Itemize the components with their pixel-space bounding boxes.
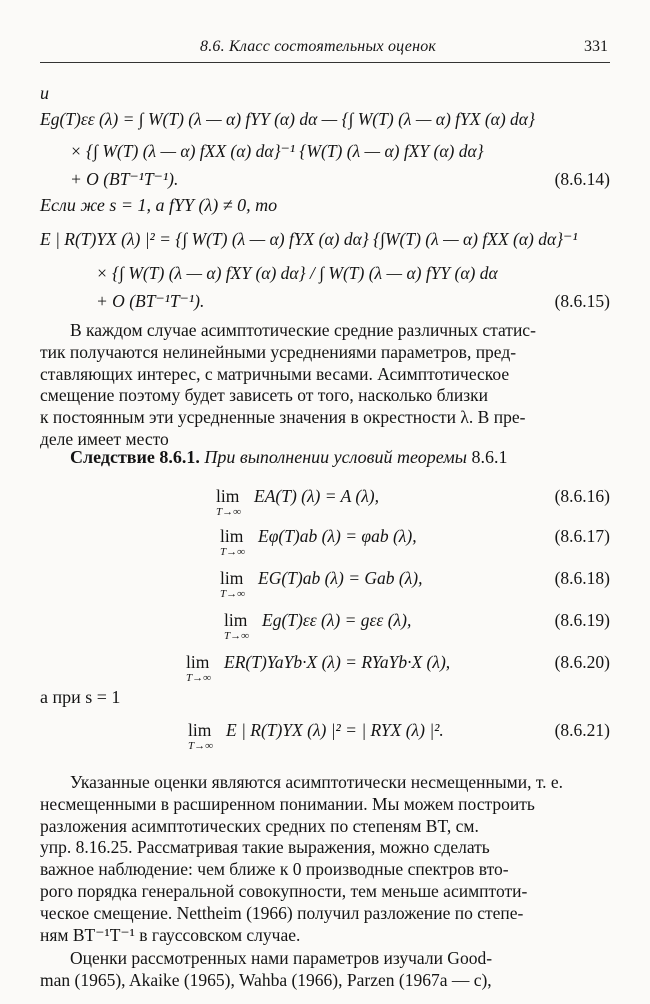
paragraph-2-line: ням BT⁻¹T⁻¹ в гауссовском случае. bbox=[40, 924, 301, 945]
eq-8-6-14-line-3: + O (BT⁻¹T⁻¹). bbox=[70, 169, 179, 189]
lim-subscript: T→∞ bbox=[224, 630, 249, 642]
lim-subscript: T→∞ bbox=[220, 546, 245, 558]
lim-word: lim bbox=[188, 720, 212, 740]
paragraph-2-line: Указанные оценки являются асимптотически несмещенными, т. е. bbox=[70, 772, 564, 792]
paragraph-3-line: man (1965), Akaike (1965), Wahba (1966), Parzen (1967a — c), bbox=[40, 969, 492, 990]
eq-8-6-15-line-2: × {∫ W(T) (λ — α) fXY (α) dα} / ∫ W(T) (λ — α) fYY (α) dα bbox=[96, 263, 498, 283]
eq-number-8-6-20: (8.6.20) bbox=[554, 652, 610, 672]
eq-number-8-6-16: (8.6.16) bbox=[554, 486, 610, 506]
eq-number-8-6-14: (8.6.14) bbox=[554, 169, 610, 189]
paragraph-1-line: В каждом случае асимптотические средние различных статис- bbox=[70, 320, 536, 340]
lim-expression: EA(T) (λ) = A (λ), bbox=[254, 486, 379, 506]
page-number: 331 bbox=[584, 38, 608, 55]
paragraph-1-line: смещение поэтому будет зависеть от того, насколько близки bbox=[40, 385, 489, 406]
eq-8-6-14-line-2: × {∫ W(T) (λ — α) fXX (α) dα}⁻¹ {W(T) (λ — α) fXY (α) dα} bbox=[70, 141, 484, 161]
intro-word: и bbox=[40, 83, 49, 103]
lim-subscript: T→∞ bbox=[220, 588, 245, 600]
running-header bbox=[40, 36, 610, 63]
lim-word: lim bbox=[224, 610, 248, 630]
eq-8-6-14-line-1: Eg(T)εε (λ) = ∫ W(T) (λ — α) fYY (α) dα — {∫ W(T) (λ — α) fYX (α) dα} bbox=[40, 109, 535, 129]
paragraph-1-line: тик получаются нелинейными усреднениями параметров, пред- bbox=[40, 341, 517, 362]
eq-number-8-6-15: (8.6.15) bbox=[554, 291, 610, 311]
lim-expression: E | R(T)YX (λ) |² = | RYX (λ) |². bbox=[226, 720, 444, 740]
paragraph-2-line: упр. 8.16.25. Рассматривая такие выражения, можно сделать bbox=[40, 837, 490, 858]
corollary-heading bbox=[70, 446, 507, 468]
eq-8-6-15-line-3: + O (BT⁻¹T⁻¹). bbox=[96, 291, 205, 311]
lim-expression: ER(T)YaYb·X (λ) = RYaYb·X (λ), bbox=[224, 652, 451, 672]
lim-word: lim bbox=[216, 486, 240, 506]
paragraph-1-line: к постоянным эти усредненные значения в окрестности λ. В пре- bbox=[40, 407, 526, 428]
paragraph-3-line: Оценки рассмотренных нами параметров изучали Good- bbox=[70, 948, 493, 968]
paragraph-1 bbox=[40, 320, 610, 451]
corollary-text: При выполнении условий теоремы bbox=[204, 447, 467, 467]
when-s-equals-1: а при s = 1 bbox=[40, 687, 121, 707]
paragraph-2-line: несмещенными в расширенном понимании. Мы можем построить bbox=[40, 793, 535, 814]
paragraph-2-line: ческое смещение. Nettheim (1966) получил разложение по степе- bbox=[40, 902, 524, 923]
corollary-label: Следствие 8.6.1. bbox=[70, 447, 200, 467]
running-title: 8.6. Класс состоятельных оценок bbox=[200, 38, 437, 55]
eq-8-6-15-line-1: E | R(T)YX (λ) |² = {∫ W(T) (λ — α) fYX (α) dα} {∫W(T) (λ — α) fXX (α) dα}⁻¹ bbox=[40, 229, 578, 249]
eq-number-8-6-18: (8.6.18) bbox=[554, 568, 610, 588]
lim-expression: Eg(T)εε (λ) = gεε (λ), bbox=[262, 610, 412, 630]
lim-subscript: T→∞ bbox=[186, 672, 211, 684]
lim-word: lim bbox=[220, 526, 244, 546]
eq-number-8-6-17: (8.6.17) bbox=[554, 526, 610, 546]
lim-expression: Eφ(T)ab (λ) = φab (λ), bbox=[258, 526, 417, 546]
condition-line: Если же s = 1, а fYY (λ) ≠ 0, то bbox=[40, 195, 278, 215]
paragraph-2-line: разложения асимптотических средних по степеням BT, см. bbox=[40, 815, 479, 836]
corollary-ref: 8.6.1 bbox=[471, 447, 508, 467]
lim-word: lim bbox=[220, 568, 244, 588]
paragraph-2-line: рого порядка генеральной совокупности, тем меньше асимптоти- bbox=[40, 880, 528, 901]
lim-expression: EG(T)ab (λ) = Gab (λ), bbox=[258, 568, 423, 588]
lim-subscript: T→∞ bbox=[188, 740, 213, 752]
eq-number-8-6-19: (8.6.19) bbox=[554, 610, 610, 630]
paragraph-3 bbox=[40, 948, 610, 992]
paragraph-1-line: ставляющих интерес, с матричными весами. Асимптотическое bbox=[40, 363, 510, 384]
lim-word: lim bbox=[186, 652, 210, 672]
lim-subscript: T→∞ bbox=[216, 506, 241, 518]
paragraph-1-line: деле имеет место bbox=[40, 428, 169, 449]
paragraph-2 bbox=[40, 772, 610, 946]
paragraph-2-line: важное наблюдение: чем ближе к 0 производные спектров вто- bbox=[40, 859, 509, 880]
eq-number-8-6-21: (8.6.21) bbox=[554, 720, 610, 740]
